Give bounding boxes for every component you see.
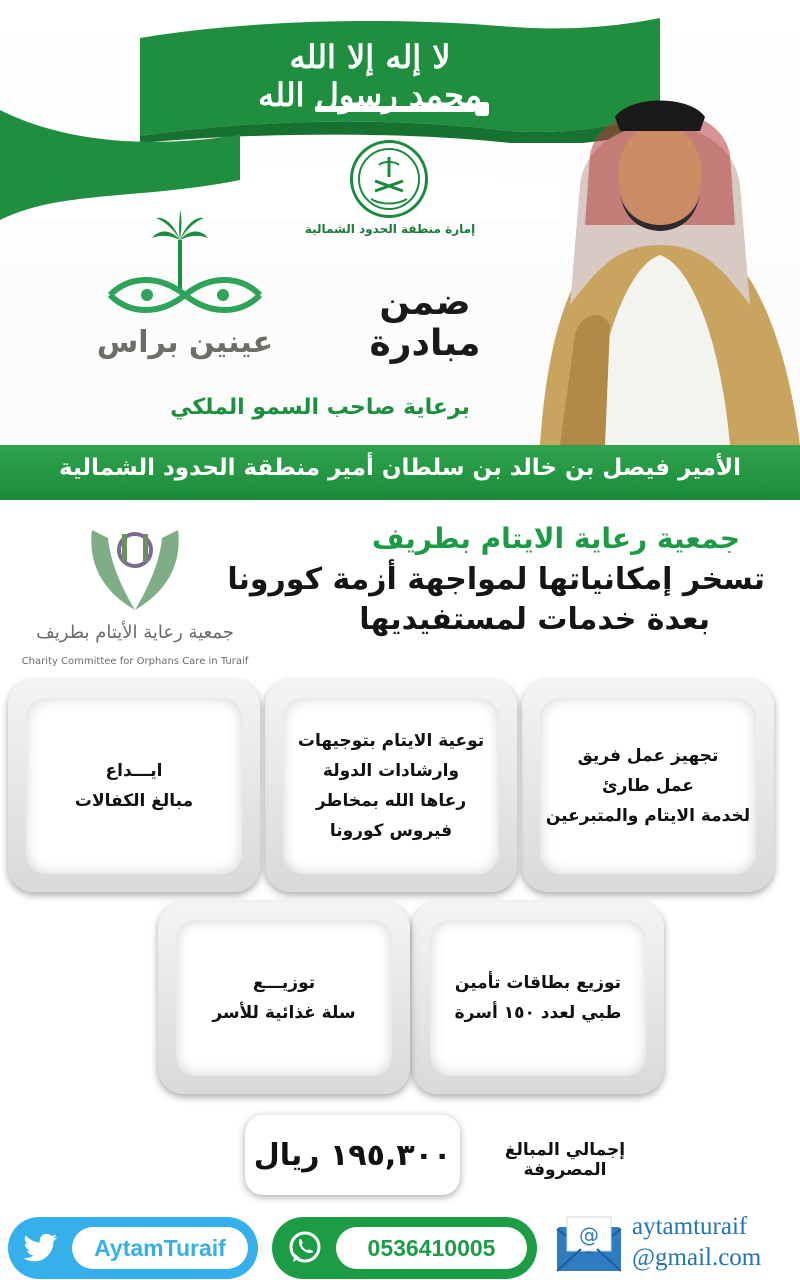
email-user[interactable]: aytamturaif	[632, 1213, 748, 1240]
service-text: توعية الايتام بتوجيهات وارشادات الدولة رعاها الله بمخاطر فيروس كورونا	[297, 731, 485, 841]
total-amount-label: إجمالي المبالغ المصروفة	[504, 1140, 626, 1180]
service-card-inner	[176, 920, 392, 1076]
society-statement	[190, 560, 765, 640]
service-text: ايـــداع مبالغ الكفالات	[74, 761, 194, 811]
society-logo-arabic: جمعية رعاية الأيتام بطريف	[36, 622, 234, 643]
emirate-emblem-logo	[350, 140, 428, 218]
society-logo-english: Charity Committee for Orphans Care in Turaif	[21, 656, 249, 667]
prince-name-text: الأمير فيصل بن خالد بن سلطان أمير منطقة الحدود الشمالية	[59, 455, 741, 481]
service-card	[412, 902, 664, 1094]
service-text: تجهيز عمل فريق عمل طارئ لخدمة الايتام والمتبرعين	[545, 746, 751, 826]
twitter-contact[interactable]	[8, 1217, 258, 1279]
society-hands-logo	[80, 520, 190, 615]
service-card-inner	[430, 920, 646, 1076]
patronage-text: برعاية صاحب السمو الملكي	[170, 395, 470, 420]
twitter-icon	[14, 1221, 68, 1275]
phone-number: 0536410005	[336, 1227, 527, 1269]
society-name-heading: جمعية رعاية الايتام بطريف	[371, 522, 740, 555]
whatsapp-icon	[278, 1221, 332, 1275]
initiative-label: ضمن مبادرة	[369, 282, 481, 364]
statement-line-2: بعدة خدمات لمستفيديها	[359, 602, 710, 637]
service-card-inner	[26, 698, 242, 874]
service-card	[8, 680, 260, 892]
service-card-inner	[540, 698, 756, 874]
initiative-logo-text: عينين براس	[96, 325, 274, 360]
whatsapp-contact[interactable]	[272, 1217, 537, 1279]
shahada-text: لا إله إلا الله محمد رسول الله	[258, 38, 482, 114]
service-text: توزيع بطاقات تأمين طبي لعدد ١٥٠ أسرة	[454, 973, 622, 1023]
emirate-name: إمارة منطقة الحدود الشمالية	[304, 222, 476, 236]
service-card	[522, 680, 774, 892]
svg-text:@: @	[579, 1223, 599, 1247]
service-card-inner	[283, 698, 499, 874]
service-card	[265, 680, 517, 892]
prince-portrait	[520, 45, 800, 445]
email-domain[interactable]: @gmail.com	[632, 1244, 762, 1271]
service-text: توزيـــع سلة غذائية للأسر	[212, 973, 356, 1023]
statement-line-1: تسخر إمكانياتها لمواجهة أزمة كورونا	[227, 562, 765, 597]
service-card	[158, 902, 410, 1094]
eyes-logo-icon	[105, 270, 265, 320]
total-amount-value: ١٩٥,٣٠٠ ريال	[253, 1137, 452, 1173]
total-amount-box	[245, 1115, 460, 1195]
email-icon	[555, 1215, 623, 1275]
twitter-handle: AytamTuraif	[72, 1227, 248, 1269]
